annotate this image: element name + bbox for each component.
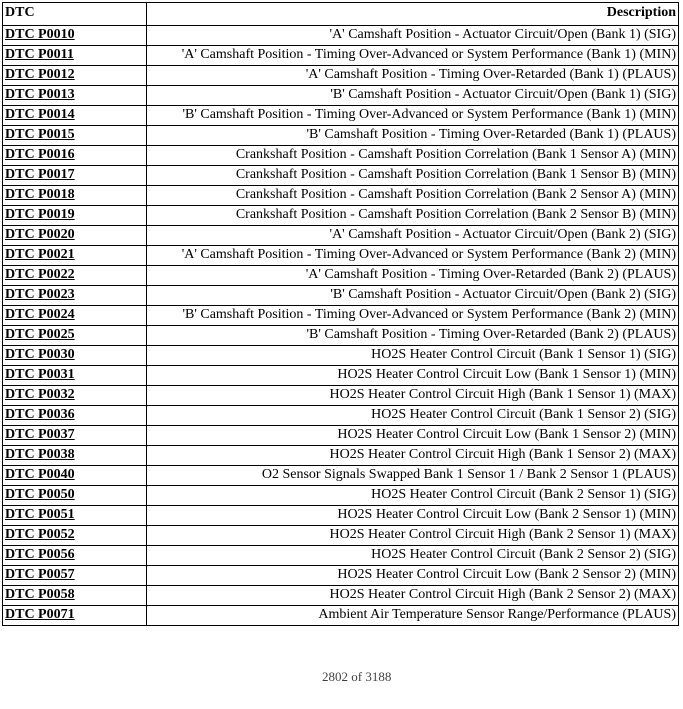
table-row — [3, 586, 679, 606]
dtc-code-link[interactable]: DTC P0017 — [5, 167, 75, 182]
dtc-description-cell: 'B' Camshaft Position - Timing Over-Retarded (Bank 2) (PLAUS) — [147, 326, 679, 346]
table-row — [3, 146, 679, 166]
dtc-code-cell — [3, 326, 147, 346]
dtc-description-cell: 'A' Camshaft Position - Actuator Circuit/Open (Bank 1) (SIG) — [147, 26, 679, 46]
dtc-code-link[interactable]: DTC P0040 — [5, 467, 75, 482]
dtc-description-cell: 'A' Camshaft Position - Actuator Circuit/Open (Bank 2) (SIG) — [147, 226, 679, 246]
dtc-description-cell: HO2S Heater Control Circuit Low (Bank 2 Sensor 1) (MIN) — [147, 506, 679, 526]
dtc-code-link[interactable]: DTC P0030 — [5, 347, 75, 362]
dtc-description-cell: O2 Sensor Signals Swapped Bank 1 Sensor 1 / Bank 2 Sensor 1 (PLAUS) — [147, 466, 679, 486]
dtc-code-link[interactable]: DTC P0020 — [5, 227, 75, 242]
dtc-code-cell — [3, 26, 147, 46]
dtc-code-cell — [3, 266, 147, 286]
dtc-code-link[interactable]: DTC P0022 — [5, 267, 75, 282]
table-body — [3, 26, 679, 626]
dtc-description-cell: HO2S Heater Control Circuit (Bank 1 Sensor 2) (SIG) — [147, 406, 679, 426]
column-header-dtc: DTC — [3, 3, 147, 26]
dtc-code-cell — [3, 166, 147, 186]
dtc-code-cell — [3, 66, 147, 86]
dtc-description-cell: Crankshaft Position - Camshaft Position Correlation (Bank 2 Sensor A) (MIN) — [147, 186, 679, 206]
dtc-code-link[interactable]: DTC P0057 — [5, 567, 75, 582]
table-row — [3, 266, 679, 286]
dtc-code-link[interactable]: DTC P0051 — [5, 507, 75, 522]
dtc-code-link[interactable]: DTC P0018 — [5, 187, 75, 202]
table-row — [3, 606, 679, 626]
dtc-description-cell: 'A' Camshaft Position - Timing Over-Advanced or System Performance (Bank 1) (MIN) — [147, 46, 679, 66]
dtc-code-link[interactable]: DTC P0015 — [5, 127, 75, 142]
table-row — [3, 226, 679, 246]
table-row — [3, 286, 679, 306]
dtc-code-cell — [3, 486, 147, 506]
dtc-description-cell: HO2S Heater Control Circuit High (Bank 1 Sensor 1) (MAX) — [147, 386, 679, 406]
dtc-code-link[interactable]: DTC P0016 — [5, 147, 75, 162]
dtc-description-cell: Crankshaft Position - Camshaft Position Correlation (Bank 2 Sensor B) (MIN) — [147, 206, 679, 226]
dtc-code-link[interactable]: DTC P0012 — [5, 67, 75, 82]
table-row — [3, 106, 679, 126]
table-row — [3, 466, 679, 486]
dtc-code-link[interactable]: DTC P0023 — [5, 287, 75, 302]
dtc-description-cell: 'B' Camshaft Position - Actuator Circuit/Open (Bank 1) (SIG) — [147, 86, 679, 106]
table-row — [3, 366, 679, 386]
dtc-code-link[interactable]: DTC P0058 — [5, 587, 75, 602]
table-row — [3, 566, 679, 586]
dtc-code-cell — [3, 346, 147, 366]
dtc-code-cell — [3, 186, 147, 206]
dtc-description-cell: 'A' Camshaft Position - Timing Over-Advanced or System Performance (Bank 2) (MIN) — [147, 246, 679, 266]
dtc-description-cell: 'B' Camshaft Position - Timing Over-Retarded (Bank 1) (PLAUS) — [147, 126, 679, 146]
dtc-description-cell: 'A' Camshaft Position - Timing Over-Retarded (Bank 1) (PLAUS) — [147, 66, 679, 86]
table-header-row — [3, 3, 679, 26]
table-row — [3, 186, 679, 206]
dtc-description-cell: 'B' Camshaft Position - Actuator Circuit/Open (Bank 2) (SIG) — [147, 286, 679, 306]
table-row — [3, 446, 679, 466]
table-row — [3, 66, 679, 86]
dtc-code-cell — [3, 246, 147, 266]
dtc-code-link[interactable]: DTC P0025 — [5, 327, 75, 342]
dtc-code-link[interactable]: DTC P0031 — [5, 367, 75, 382]
dtc-code-link[interactable]: DTC P0071 — [5, 607, 75, 622]
table-row — [3, 246, 679, 266]
table-row — [3, 526, 679, 546]
dtc-code-cell — [3, 406, 147, 426]
dtc-code-cell — [3, 546, 147, 566]
dtc-code-cell — [3, 566, 147, 586]
dtc-description-cell: Crankshaft Position - Camshaft Position Correlation (Bank 1 Sensor B) (MIN) — [147, 166, 679, 186]
dtc-code-cell — [3, 586, 147, 606]
page-number: 2802 of 3188 — [322, 669, 392, 684]
dtc-code-link[interactable]: DTC P0050 — [5, 487, 75, 502]
dtc-code-cell — [3, 506, 147, 526]
dtc-code-cell — [3, 206, 147, 226]
dtc-description-cell: 'B' Camshaft Position - Timing Over-Advanced or System Performance (Bank 2) (MIN) — [147, 306, 679, 326]
dtc-description-cell: Crankshaft Position - Camshaft Position Correlation (Bank 1 Sensor A) (MIN) — [147, 146, 679, 166]
dtc-description-cell: HO2S Heater Control Circuit Low (Bank 2 Sensor 2) (MIN) — [147, 566, 679, 586]
dtc-code-cell — [3, 126, 147, 146]
dtc-code-link[interactable]: DTC P0010 — [5, 27, 75, 42]
dtc-description-cell: Ambient Air Temperature Sensor Range/Performance (PLAUS) — [147, 606, 679, 626]
dtc-description-cell: HO2S Heater Control Circuit High (Bank 1 Sensor 2) (MAX) — [147, 446, 679, 466]
table-row — [3, 26, 679, 46]
table-row — [3, 166, 679, 186]
dtc-description-cell: 'A' Camshaft Position - Timing Over-Retarded (Bank 2) (PLAUS) — [147, 266, 679, 286]
dtc-description-cell: 'B' Camshaft Position - Timing Over-Advanced or System Performance (Bank 1) (MIN) — [147, 106, 679, 126]
dtc-code-cell — [3, 386, 147, 406]
dtc-code-cell — [3, 146, 147, 166]
dtc-code-link[interactable]: DTC P0011 — [5, 47, 74, 62]
dtc-code-cell — [3, 366, 147, 386]
dtc-code-cell — [3, 606, 147, 626]
dtc-description-cell: HO2S Heater Control Circuit (Bank 2 Sensor 2) (SIG) — [147, 546, 679, 566]
table-row — [3, 126, 679, 146]
dtc-code-cell — [3, 106, 147, 126]
dtc-description-cell: HO2S Heater Control Circuit Low (Bank 1 Sensor 1) (MIN) — [147, 366, 679, 386]
dtc-code-cell — [3, 286, 147, 306]
table-row — [3, 406, 679, 426]
table-row — [3, 346, 679, 366]
table-row — [3, 426, 679, 446]
table-row — [3, 46, 679, 66]
dtc-description-cell: HO2S Heater Control Circuit Low (Bank 1 Sensor 2) (MIN) — [147, 426, 679, 446]
dtc-code-link[interactable]: DTC P0052 — [5, 527, 75, 542]
dtc-code-link[interactable]: DTC P0036 — [5, 407, 75, 422]
dtc-code-cell — [3, 86, 147, 106]
table-row — [3, 306, 679, 326]
table-row — [3, 86, 679, 106]
dtc-code-cell — [3, 446, 147, 466]
table-row — [3, 506, 679, 526]
dtc-code-link[interactable]: DTC P0021 — [5, 247, 75, 262]
dtc-description-cell: HO2S Heater Control Circuit (Bank 1 Sensor 1) (SIG) — [147, 346, 679, 366]
dtc-code-link[interactable]: DTC P0056 — [5, 547, 75, 562]
dtc-code-link[interactable]: DTC P0019 — [5, 207, 75, 222]
dtc-code-cell — [3, 46, 147, 66]
dtc-code-link[interactable]: DTC P0013 — [5, 87, 75, 102]
dtc-code-link[interactable]: DTC P0037 — [5, 427, 75, 442]
dtc-code-link[interactable]: DTC P0014 — [5, 107, 75, 122]
column-header-description: Description — [147, 3, 679, 26]
table-row — [3, 486, 679, 506]
dtc-code-cell — [3, 226, 147, 246]
dtc-description-cell: HO2S Heater Control Circuit High (Bank 2 Sensor 2) (MAX) — [147, 586, 679, 606]
table-row — [3, 206, 679, 226]
table-row — [3, 326, 679, 346]
table-row — [3, 546, 679, 566]
dtc-description-cell: HO2S Heater Control Circuit (Bank 2 Sensor 1) (SIG) — [147, 486, 679, 506]
dtc-description-cell: HO2S Heater Control Circuit High (Bank 2 Sensor 1) (MAX) — [147, 526, 679, 546]
dtc-code-link[interactable]: DTC P0032 — [5, 387, 75, 402]
dtc-code-cell — [3, 526, 147, 546]
dtc-table — [2, 2, 679, 626]
dtc-code-cell — [3, 426, 147, 446]
table-row — [3, 386, 679, 406]
dtc-code-link[interactable]: DTC P0024 — [5, 307, 75, 322]
dtc-code-cell — [3, 306, 147, 326]
dtc-code-link[interactable]: DTC P0038 — [5, 447, 75, 462]
dtc-code-cell — [3, 466, 147, 486]
